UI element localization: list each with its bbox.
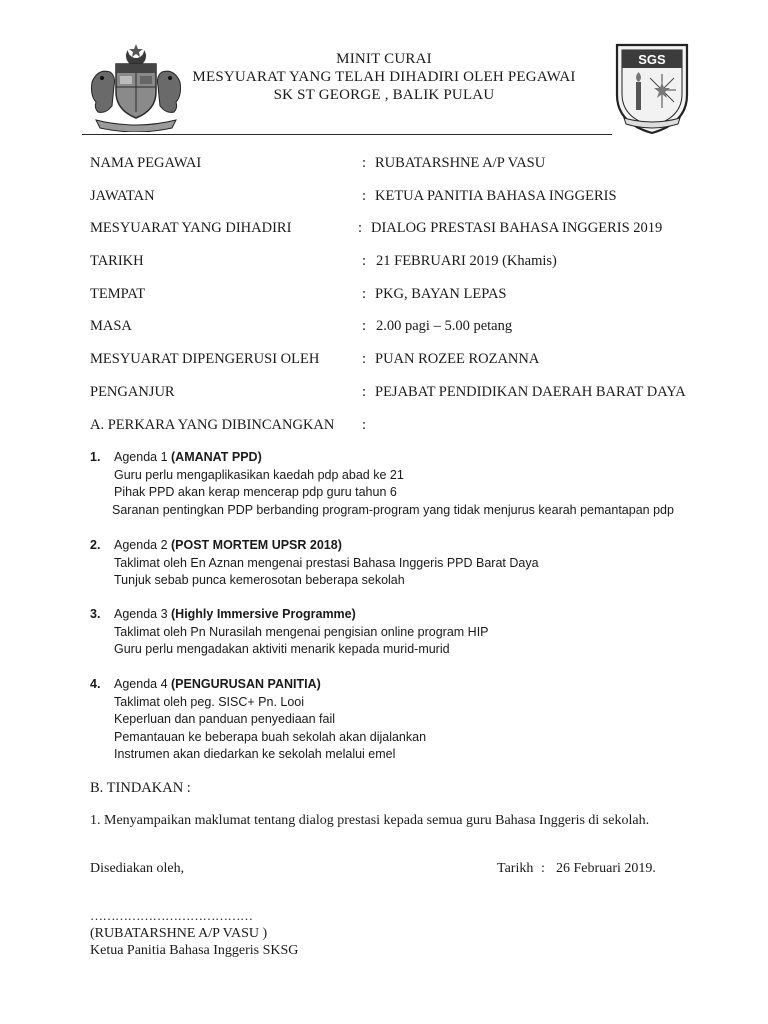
field-label: TARIKH	[90, 253, 144, 269]
field-value: KETUA PANITIA BAHASA INGGERIS	[375, 188, 617, 204]
field-mesyuarat-dihadiri	[90, 220, 730, 240]
section-a-colon: :	[362, 417, 367, 433]
field-colon: :	[358, 220, 363, 236]
document-header	[190, 50, 578, 104]
field-label: JAWATAN	[90, 188, 155, 204]
field-colon: :	[362, 155, 367, 171]
header-subtitle: MESYUARAT YANG TELAH DIHADIRI OLEH PEGAWAI	[192, 69, 576, 85]
field-colon: :	[362, 188, 367, 204]
field-masa	[90, 318, 730, 338]
date-colon: :	[541, 861, 545, 876]
field-label: TEMPAT	[90, 286, 146, 302]
field-label: MESYUARAT YANG DIHADIRI	[90, 220, 292, 236]
field-penganjur	[90, 384, 730, 404]
agenda-line: Tunjuk sebab punca kemerosotan beberapa sekolah	[114, 573, 405, 587]
agenda-title-bold: (AMANAT PPD)	[171, 450, 262, 464]
field-colon: :	[362, 318, 367, 334]
agenda-line: Saranan pentingkan PDP berbanding program-program yang tidak menjurus kearah pemantapan pdp	[112, 502, 674, 517]
agenda-item	[90, 449, 710, 519]
signatory-title: Ketua Panitia Bahasa Inggeris SKSG	[90, 943, 299, 958]
date-value: 26 Februari 2019.	[556, 861, 656, 876]
agenda-item	[90, 537, 710, 591]
field-value: PUAN ROZEE ROZANNA	[375, 351, 540, 367]
agenda-title-bold: (POST MORTEM UPSR 2018)	[171, 538, 342, 552]
header-divider	[82, 134, 612, 135]
agenda-number: 2.	[90, 538, 101, 552]
field-value: PEJABAT PENDIDIKAN DAERAH BARAT DAYA	[375, 384, 686, 400]
coat-of-arms-icon	[82, 42, 190, 132]
field-pengerusi	[90, 351, 730, 371]
field-label: MESYUARAT DIPENGERUSI OLEH	[90, 351, 320, 367]
field-label: PENGANJUR	[90, 384, 175, 400]
school-crest-icon	[614, 42, 690, 136]
date-label: Tarikh	[497, 861, 534, 876]
agenda-title-bold: (PENGURUSAN PANITIA)	[171, 677, 321, 691]
field-colon: :	[362, 286, 367, 302]
agenda-number: 3.	[90, 607, 101, 621]
field-value: DIALOG PRESTASI BAHASA INGGERIS 2019	[371, 220, 663, 236]
agenda-title: Agenda 1	[114, 450, 171, 464]
agenda-number: 1.	[90, 450, 101, 464]
field-colon: :	[362, 253, 367, 269]
field-value: RUBATARSHNE A/P VASU	[375, 155, 546, 171]
field-nama-pegawai	[90, 155, 730, 175]
field-label: MASA	[90, 318, 132, 334]
agenda-line: Keperluan dan panduan penyediaan fail	[114, 712, 336, 726]
field-jawatan	[90, 188, 730, 208]
section-a-title: A. PERKARA YANG DIBINCANGKAN	[90, 417, 335, 433]
agenda-item	[90, 606, 710, 660]
field-tarikh	[90, 253, 730, 273]
header-title: MINIT CURAI	[336, 51, 432, 67]
section-b-title: B. TINDAKAN :	[90, 780, 191, 796]
prepared-by-label: Disediakan oleh,	[90, 861, 185, 876]
field-label: NAMA PEGAWAI	[90, 155, 202, 171]
agenda-title: Agenda 4	[114, 677, 171, 691]
field-value: 2.00 pagi – 5.00 petang	[376, 318, 513, 334]
agenda-item	[90, 676, 710, 764]
field-value: 21 FEBRUARI 2019 (Khamis)	[376, 253, 557, 269]
field-tempat	[90, 286, 730, 306]
agenda-line: Pihak PPD akan kerap mencerap pdp guru tahun 6	[114, 485, 397, 499]
agenda-number: 4.	[90, 677, 101, 691]
agenda-line: Guru perlu mengaplikasikan kaedah pdp abad ke 21	[114, 467, 404, 482]
field-colon: :	[362, 351, 367, 367]
agenda-title: Agenda 2	[114, 538, 171, 552]
agenda-line: Taklimat oleh En Aznan mengenai prestasi Bahasa Inggeris PPD Barat Daya	[114, 555, 539, 570]
header-school: SK ST GEORGE , BALIK PULAU	[273, 87, 495, 103]
signatory-name: (RUBATARSHNE A/P VASU )	[90, 926, 268, 941]
school-crest-text: SGS	[638, 52, 666, 67]
agenda-title-bold: (Highly Immersive Programme)	[171, 607, 356, 621]
field-colon: :	[362, 384, 367, 400]
field-value: PKG, BAYAN LEPAS	[375, 286, 507, 302]
agenda-line: Taklimat oleh peg. SISC+ Pn. Looi	[114, 694, 305, 709]
agenda-line: Taklimat oleh Pn Nurasilah mengenai pengisian online program HIP	[114, 624, 489, 639]
agenda-line: Instrumen akan diedarkan ke sekolah melalui emel	[114, 747, 396, 761]
agenda-line: Guru perlu mengadakan aktiviti menarik kepada murid-murid	[114, 642, 450, 656]
agenda-line: Pemantauan ke beberapa buah sekolah akan dijalankan	[114, 729, 427, 744]
agenda-title: Agenda 3	[114, 607, 171, 621]
action-item: 1. Menyampaikan maklumat tentang dialog prestasi kepada semua guru Bahasa Inggeris di sekolah.	[90, 813, 650, 828]
signature-line: …………………………………	[90, 908, 253, 923]
